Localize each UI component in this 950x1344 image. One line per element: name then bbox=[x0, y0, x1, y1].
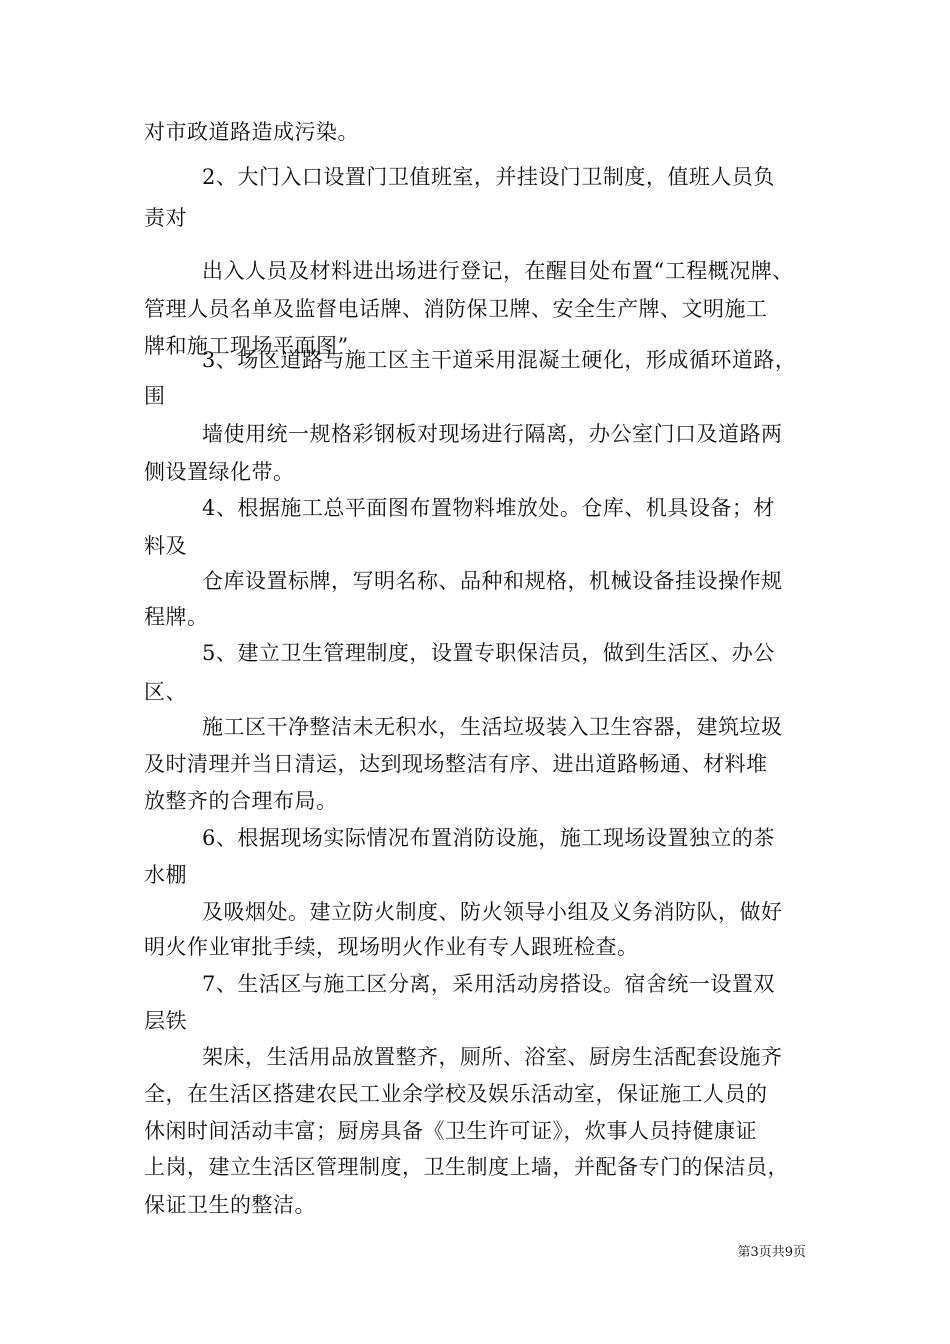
text-line: 侧设置绿化带。 bbox=[144, 460, 295, 484]
text-line: 仓库设置标牌，写明名称、品种和规格，机械设备挂设操作规 bbox=[202, 569, 783, 593]
text-line: 3、场区道路与施工区主干道采用混凝土硬化，形成循环道路， bbox=[202, 348, 797, 372]
text-line: 4、根据施工总平面图布置物料堆放处。仓库、机具设备；材 bbox=[202, 496, 775, 520]
text-line: 层铁 bbox=[144, 1009, 187, 1033]
text-line: 7、生活区与施工区分离，采用活动房搭设。宿舍统一设置双 bbox=[202, 972, 775, 996]
text-line: 责对 bbox=[144, 206, 187, 230]
text-line: 出入人员及材料进出场进行登记，在醒目处布置“工程概况牌、 bbox=[202, 259, 794, 283]
text-line: 及吸烟处。建立防火制度、防火领导小组及义务消防队，做好 bbox=[202, 900, 783, 924]
text-line: 墙使用统一规格彩钢板对现场进行隔离，办公室门口及道路两 bbox=[202, 422, 783, 446]
text-line: 休闲时间活动丰富；厨房具备《卫生许可证》，炊事人员持健康证 bbox=[144, 1119, 757, 1143]
text-line: 2、大门入口设置门卫值班室，并挂设门卫制度，值班人员负 bbox=[202, 165, 775, 189]
text-line: 区、 bbox=[144, 680, 187, 704]
page-number: 第3页共9页 bbox=[737, 1245, 806, 1260]
text-line: 上岗，建立生活区管理制度，卫生制度上墙，并配备专门的保洁员， bbox=[144, 1155, 789, 1179]
text-line: 及时清理并当日清运，达到现场整洁有序、进出道路畅通、材料堆 bbox=[144, 752, 768, 776]
text-line: 施工区干净整洁未无积水，生活垃圾装入卫生容器，建筑垃圾 bbox=[202, 715, 783, 739]
text-line: 6、根据现场实际情况布置消防设施，施工现场设置独立的茶 bbox=[202, 826, 775, 850]
text-line: 对市政道路造成污染。 bbox=[144, 120, 359, 144]
text-line: 明火作业审批手续，现场明火作业有专人跟班检查。 bbox=[144, 935, 639, 959]
text-line: 保证卫生的整洁。 bbox=[144, 1193, 316, 1217]
text-line: 牌和施工现场平面图” bbox=[144, 334, 349, 358]
text-line: 围 bbox=[144, 384, 166, 408]
text-line: 全，在生活区搭建农民工业余学校及娱乐活动室，保证施工人员的 bbox=[144, 1082, 768, 1106]
text-line: 管理人员名单及监督电话牌、消防保卫牌、安全生产牌、文明施工 bbox=[144, 297, 768, 321]
text-line: 水棚 bbox=[144, 863, 187, 887]
text-line: 料及 bbox=[144, 534, 187, 558]
text-line: 5、建立卫生管理制度，设置专职保洁员，做到生活区、办公 bbox=[202, 641, 775, 665]
text-line: 放整齐的合理布局。 bbox=[144, 789, 338, 813]
text-line: 程牌。 bbox=[144, 605, 209, 629]
text-line: 架床，生活用品放置整齐，厕所、浴室、厨房生活配套设施齐 bbox=[202, 1045, 783, 1069]
